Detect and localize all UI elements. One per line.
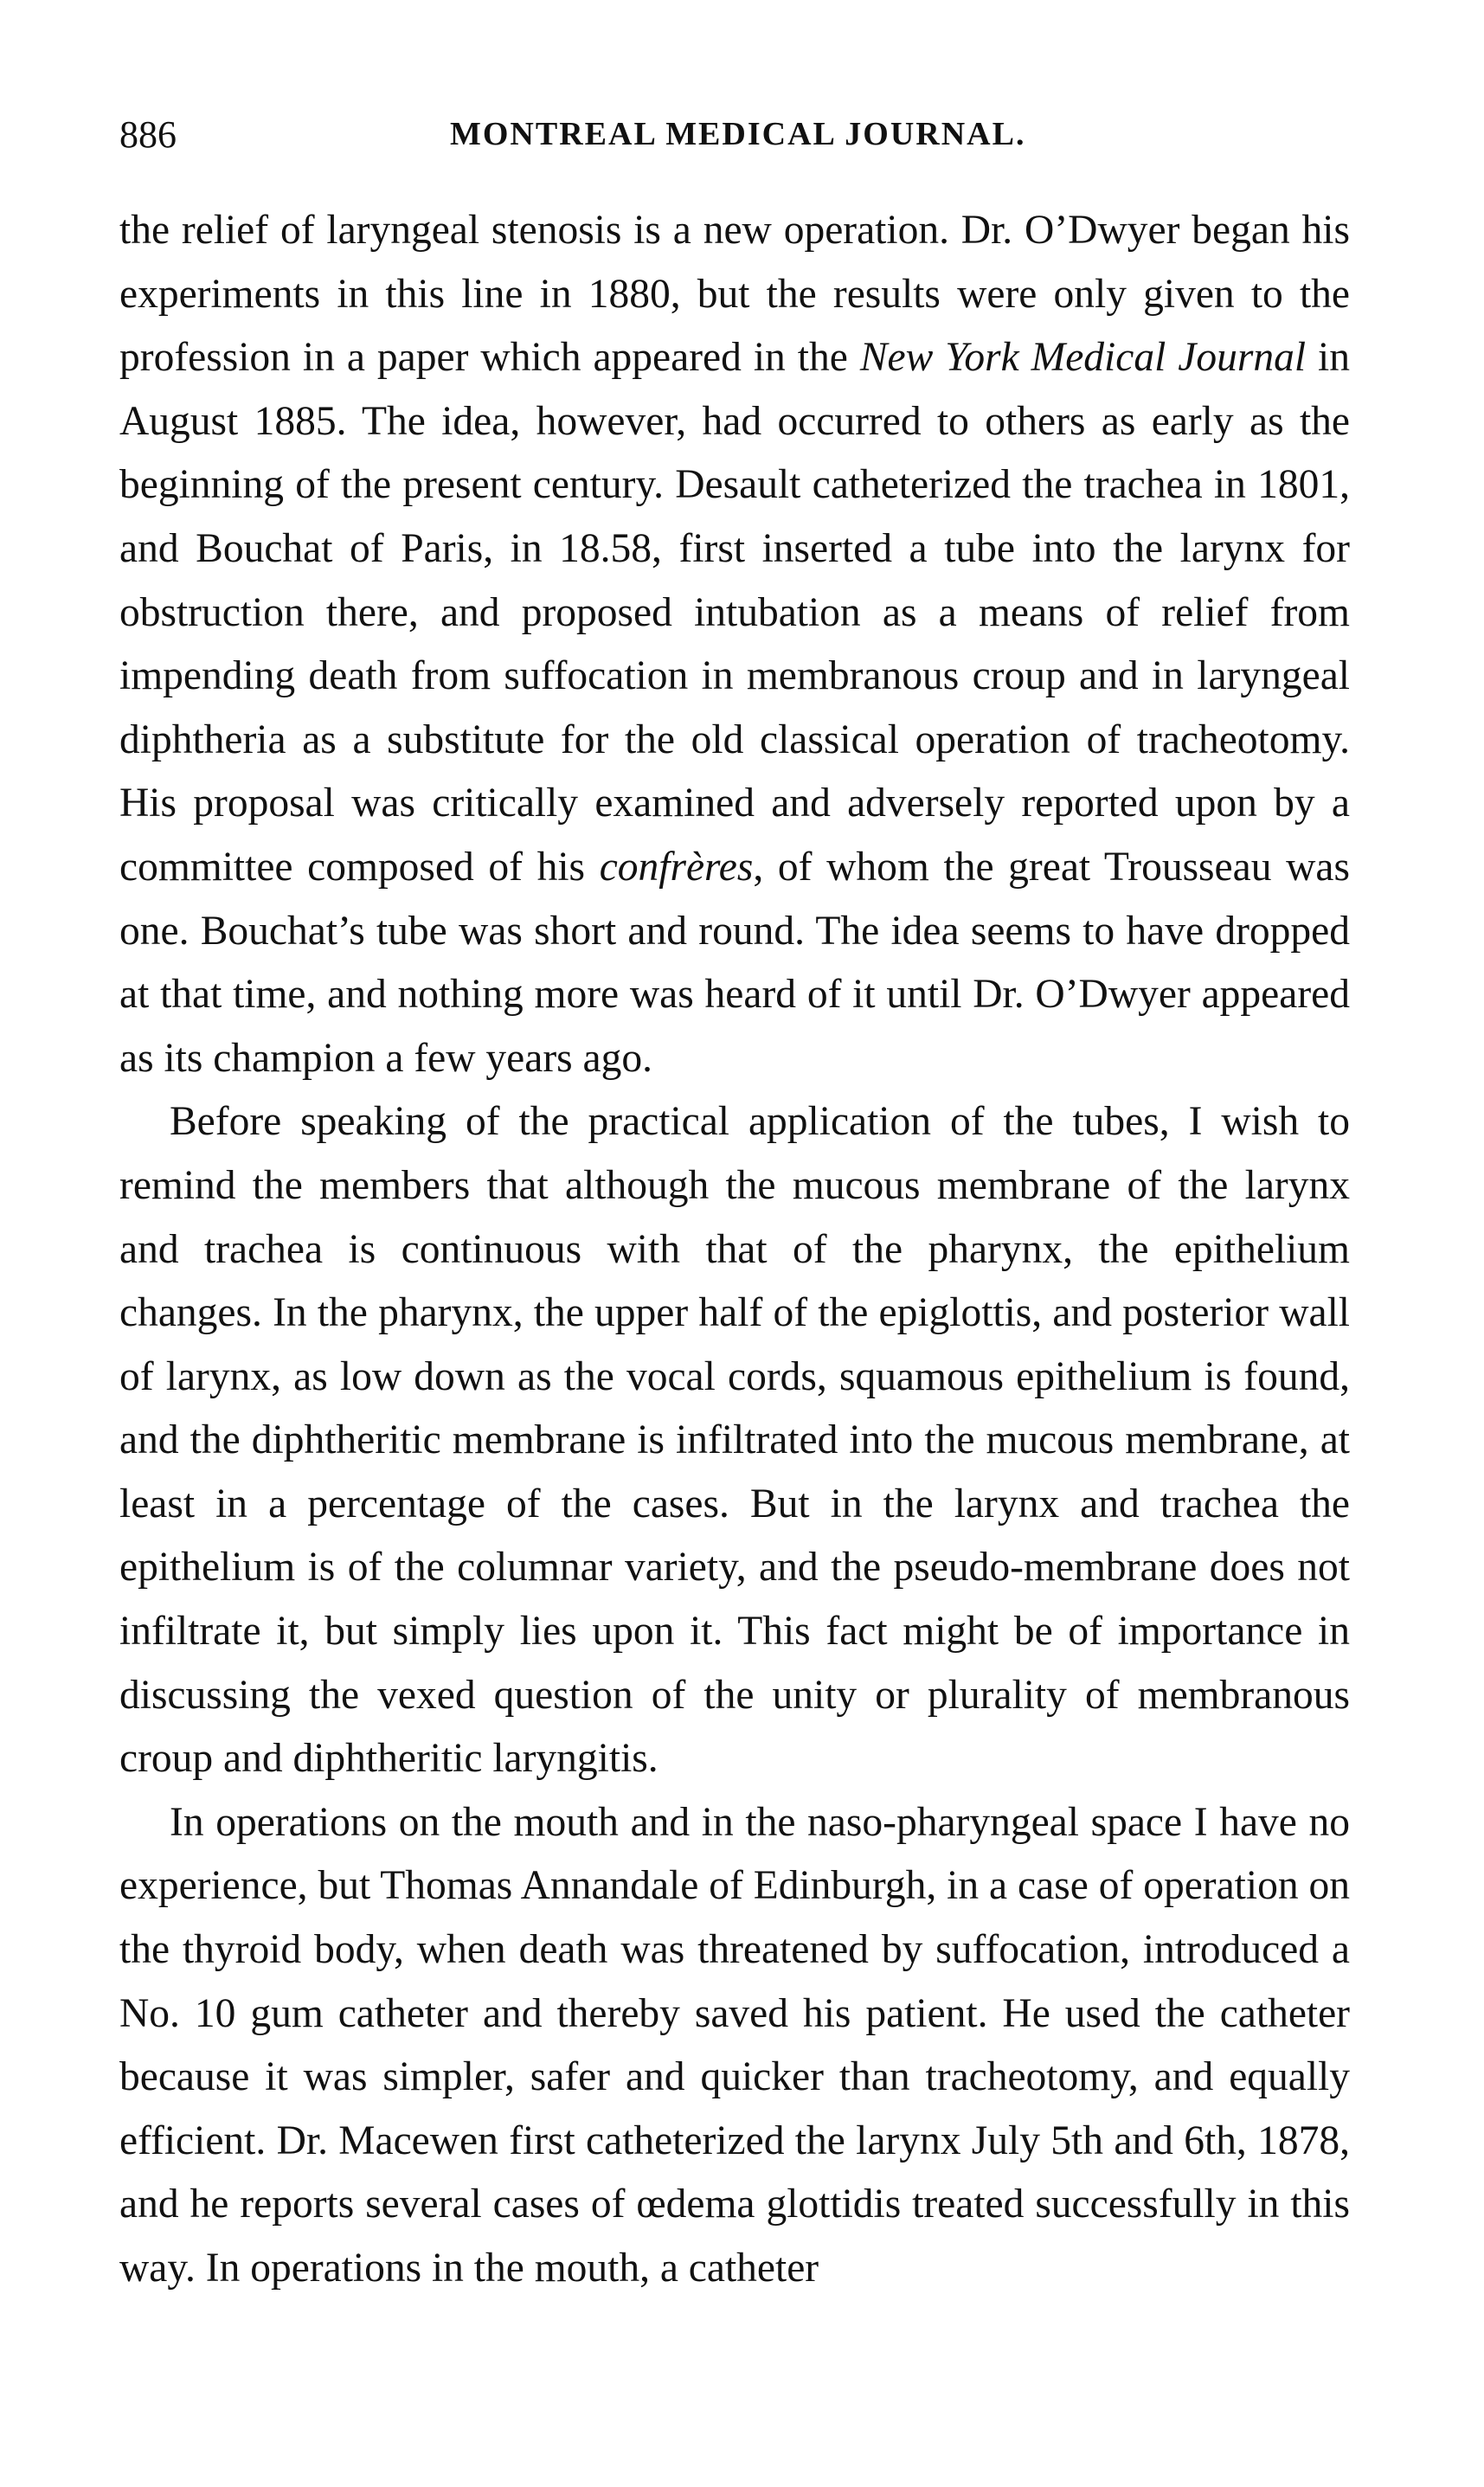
paragraph-1 [119,199,1350,1090]
paragraph-2: Before speaking of the practical application of the tubes, I wish to remind the members that although the mucous membrane of the larynx and trachea is continuous with that of the pharynx, the epithelium changes. In the pharynx, the upper half of the epiglottis, and posterior wall of larynx, as low down as the vocal cords, squamous epithelium is found, and the diphtheritic membrane is infiltrated into the mucous membrane, at least in a percentage of the cases. But in the larynx and trachea the epithelium is of the columnar variety, and the pseudo-membrane does not infiltrate it, but simply lies upon it. This fact might be of importance in discussing the vexed question of the unity or plurality of membranous croup and diphtheritic laryngitis. [119,1099,1350,1782]
running-head [119,102,1350,163]
journal-title: MONTREAL MEDICAL JOURNAL. [450,116,1026,152]
paragraph-3: In operations on the mouth and in the naso-pharyngeal space I have no experience, but Thomas Annandale of Edinburgh, in a case of operation on the thyroid body, when death was threatened by suffocation, introduced a No. 10 gum catheter and thereby saved his patient. He used the catheter because it was simpler, safer and quicker than tracheotomy, and equally efficient. Dr. Macewen first catheterized the larynx July 5th and 6th, 1878, and he reports several cases of œdema glottidis treated successfully in this way. In operations in the mouth, a catheter [119,1799,1350,2291]
page-number: 886 [119,113,177,156]
paragraph-1-text-a: the relief of laryngeal stenosis is a new operation. Dr. O’Dwyer began his experiments in this line in 1880, but the results were only given to the profession in a paper which appeared in the [119,208,1350,381]
paragraph-1-text-c: , of whom the great Trousseau was one. Bouchat’s tube was short and round. The idea seems to have dropped at that time, and nothing more was heard of it until Dr. O’Dwyer appeared as its champion a few years ago. [119,844,1350,1081]
journal-name-italic: New York Medical Journal [859,335,1307,381]
confreres-italic: confrères [599,844,754,890]
journal-page [119,102,1350,2301]
paragraph-1-text-b: in August 1885. The idea, however, had occurred to others as early as the beginning of the present century. Desault catheterized the trachea in 1801, and Bouchat of Paris, in 18.58, first inserted a tube into the larynx for obstruction there, and proposed intubation as a means of relief from impending death from suffocation in membranous croup and in laryngeal diphtheria as a substitute for the old classical operation of tracheotomy. His proposal was critically examined and adversely reported upon by a committee composed of his [119,335,1351,890]
article-body [119,199,1350,2301]
